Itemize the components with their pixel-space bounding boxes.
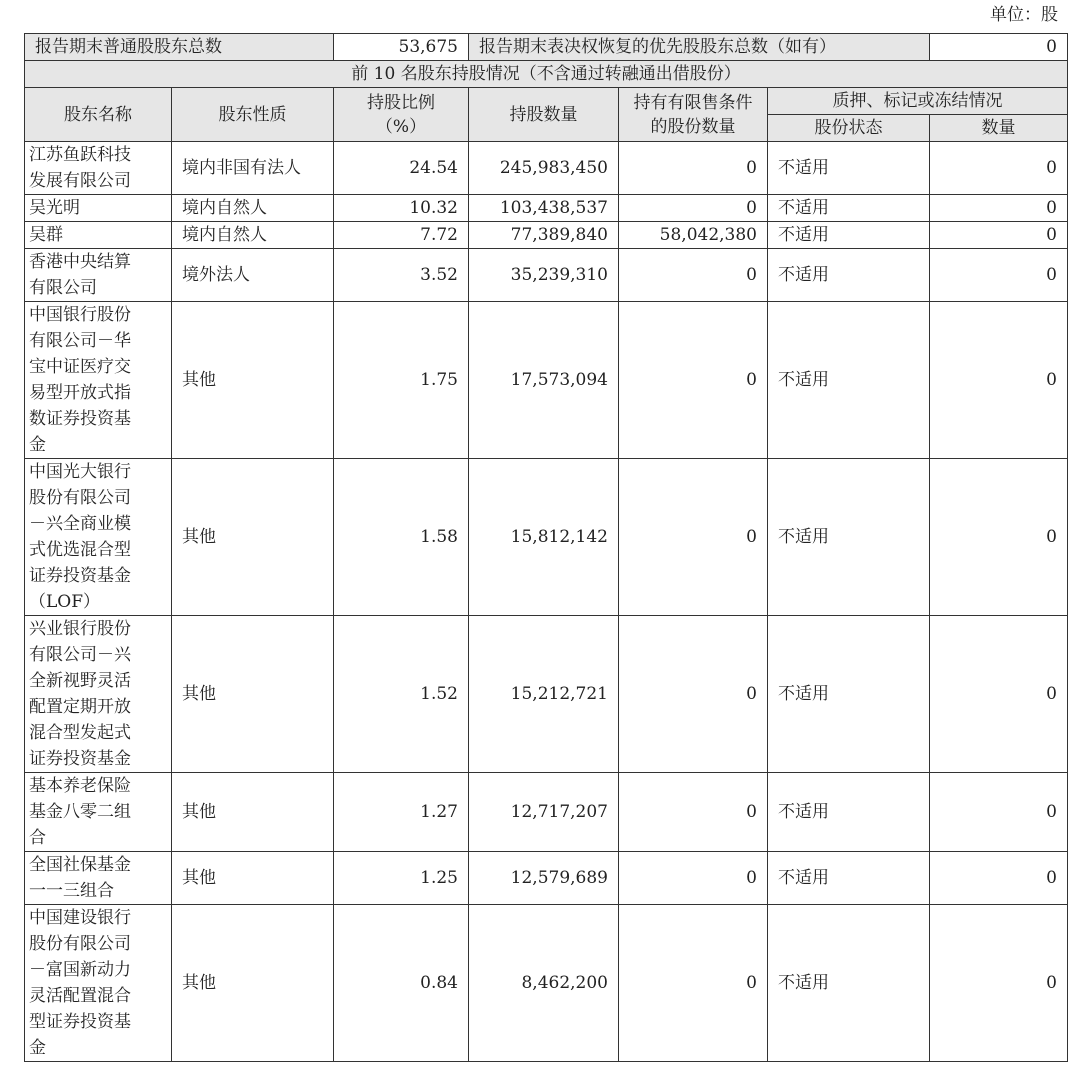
holder-shares-cell: 8,462,200 xyxy=(469,905,619,1062)
holder-nature-cell: 其他 xyxy=(172,905,334,1062)
holder-name-cell: 中国建设银行 股份有限公司 －富国新动力 灵活配置混合 型证券投资基 金 xyxy=(25,905,172,1062)
table-row xyxy=(25,222,1068,249)
holder-name-cell: 中国光大银行 股份有限公司 －兴全商业模 式优选混合型 证券投资基金 （LOF） xyxy=(25,459,172,616)
table-row xyxy=(25,905,1068,1062)
holder-shares-cell: 77,389,840 xyxy=(469,222,619,249)
holder-restricted-cell: 0 xyxy=(619,616,768,773)
section-title: 前 10 名股东持股情况（不含通过转融通出借股份） xyxy=(25,61,1068,88)
holder-restricted-cell: 0 xyxy=(619,852,768,905)
holder-name-cell: 吴群 xyxy=(25,222,172,249)
holder-nature-cell: 其他 xyxy=(172,459,334,616)
header-count: 数量 xyxy=(930,115,1068,142)
table-row xyxy=(25,616,1068,773)
header-ratio-unit: （%） xyxy=(375,116,427,137)
holder-restricted-cell: 58,042,380 xyxy=(619,222,768,249)
holder-name-cell: 香港中央结算 有限公司 xyxy=(25,249,172,302)
holder-status-cell: 不适用 xyxy=(768,142,930,195)
table-row xyxy=(25,302,1068,459)
holder-status-cell: 不适用 xyxy=(768,852,930,905)
holder-shares-cell: 245,983,450 xyxy=(469,142,619,195)
holder-count-cell: 0 xyxy=(930,459,1068,616)
holder-status-cell: 不适用 xyxy=(768,773,930,852)
holder-shares-cell: 12,717,207 xyxy=(469,773,619,852)
table-row xyxy=(25,195,1068,222)
holder-shares-cell: 15,812,142 xyxy=(469,459,619,616)
section-title-row xyxy=(25,61,1068,88)
header-nature: 股东性质 xyxy=(172,88,334,142)
holder-nature-cell: 境内自然人 xyxy=(172,195,334,222)
holder-ratio-cell: 7.72 xyxy=(334,222,469,249)
holder-count-cell: 0 xyxy=(930,905,1068,1062)
header-status: 股份状态 xyxy=(768,115,930,142)
holder-status-cell: 不适用 xyxy=(768,616,930,773)
holder-restricted-cell: 0 xyxy=(619,459,768,616)
header-ratio xyxy=(334,88,469,142)
holder-ratio-cell: 1.58 xyxy=(334,459,469,616)
table-row xyxy=(25,249,1068,302)
holder-ratio-cell: 1.25 xyxy=(334,852,469,905)
holder-name-cell: 吴光明 xyxy=(25,195,172,222)
holder-shares-cell: 15,212,721 xyxy=(469,616,619,773)
table-row xyxy=(25,852,1068,905)
holder-ratio-cell: 1.52 xyxy=(334,616,469,773)
table-row xyxy=(25,773,1068,852)
holder-status-cell: 不适用 xyxy=(768,222,930,249)
header-quantity: 持股数量 xyxy=(469,88,619,142)
header-row-1 xyxy=(25,88,1068,115)
holder-nature-cell: 境外法人 xyxy=(172,249,334,302)
holder-nature-cell: 其他 xyxy=(172,616,334,773)
holder-nature-cell: 境内自然人 xyxy=(172,222,334,249)
holder-count-cell: 0 xyxy=(930,616,1068,773)
common-holders-label: 报告期末普通股股东总数 xyxy=(25,34,334,61)
holder-count-cell: 0 xyxy=(930,142,1068,195)
holder-count-cell: 0 xyxy=(930,773,1068,852)
table-row xyxy=(25,459,1068,616)
holder-restricted-cell: 0 xyxy=(619,905,768,1062)
holder-status-cell: 不适用 xyxy=(768,459,930,616)
holder-name-cell: 中国银行股份 有限公司－华 宝中证医疗交 易型开放式指 数证券投资基 金 xyxy=(25,302,172,459)
table-row xyxy=(25,142,1068,195)
holder-ratio-cell: 1.75 xyxy=(334,302,469,459)
holder-restricted-cell: 0 xyxy=(619,302,768,459)
holder-restricted-cell: 0 xyxy=(619,249,768,302)
holder-ratio-cell: 3.52 xyxy=(334,249,469,302)
holder-name-cell: 江苏鱼跃科技 发展有限公司 xyxy=(25,142,172,195)
common-holders-value: 53,675 xyxy=(334,34,469,61)
preferred-holders-value: 0 xyxy=(930,34,1068,61)
preferred-holders-label: 报告期末表决权恢复的优先股股东总数（如有） xyxy=(469,34,930,61)
unit-label: 单位：股 xyxy=(990,5,1058,25)
holder-name-cell: 全国社保基金 一一三组合 xyxy=(25,852,172,905)
holder-nature-cell: 境内非国有法人 xyxy=(172,142,334,195)
holder-ratio-cell: 24.54 xyxy=(334,142,469,195)
holder-ratio-cell: 0.84 xyxy=(334,905,469,1062)
summary-row xyxy=(25,34,1068,61)
holder-status-cell: 不适用 xyxy=(768,249,930,302)
holder-count-cell: 0 xyxy=(930,222,1068,249)
holder-shares-cell: 17,573,094 xyxy=(469,302,619,459)
holder-name-cell: 基本养老保险 基金八零二组 合 xyxy=(25,773,172,852)
holder-shares-cell: 103,438,537 xyxy=(469,195,619,222)
holder-status-cell: 不适用 xyxy=(768,302,930,459)
holder-count-cell: 0 xyxy=(930,195,1068,222)
holder-ratio-cell: 10.32 xyxy=(334,195,469,222)
holder-status-cell: 不适用 xyxy=(768,905,930,1062)
holder-ratio-cell: 1.27 xyxy=(334,773,469,852)
holder-shares-cell: 35,239,310 xyxy=(469,249,619,302)
header-name: 股东名称 xyxy=(25,88,172,142)
holder-shares-cell: 12,579,689 xyxy=(469,852,619,905)
holder-nature-cell: 其他 xyxy=(172,773,334,852)
holder-restricted-cell: 0 xyxy=(619,195,768,222)
holder-nature-cell: 其他 xyxy=(172,852,334,905)
shareholders-table xyxy=(24,33,1068,1062)
holder-restricted-cell: 0 xyxy=(619,773,768,852)
holder-nature-cell: 其他 xyxy=(172,302,334,459)
holder-restricted-cell: 0 xyxy=(619,142,768,195)
header-restricted: 持有有限售条件的股份数量 xyxy=(619,88,768,142)
holder-count-cell: 0 xyxy=(930,852,1068,905)
holder-count-cell: 0 xyxy=(930,302,1068,459)
header-pledge: 质押、标记或冻结情况 xyxy=(768,88,1068,115)
holder-name-cell: 兴业银行股份 有限公司－兴 全新视野灵活 配置定期开放 混合型发起式 证券投资基金 xyxy=(25,616,172,773)
holder-count-cell: 0 xyxy=(930,249,1068,302)
header-ratio-label: 持股比例 xyxy=(367,92,435,113)
holder-status-cell: 不适用 xyxy=(768,195,930,222)
